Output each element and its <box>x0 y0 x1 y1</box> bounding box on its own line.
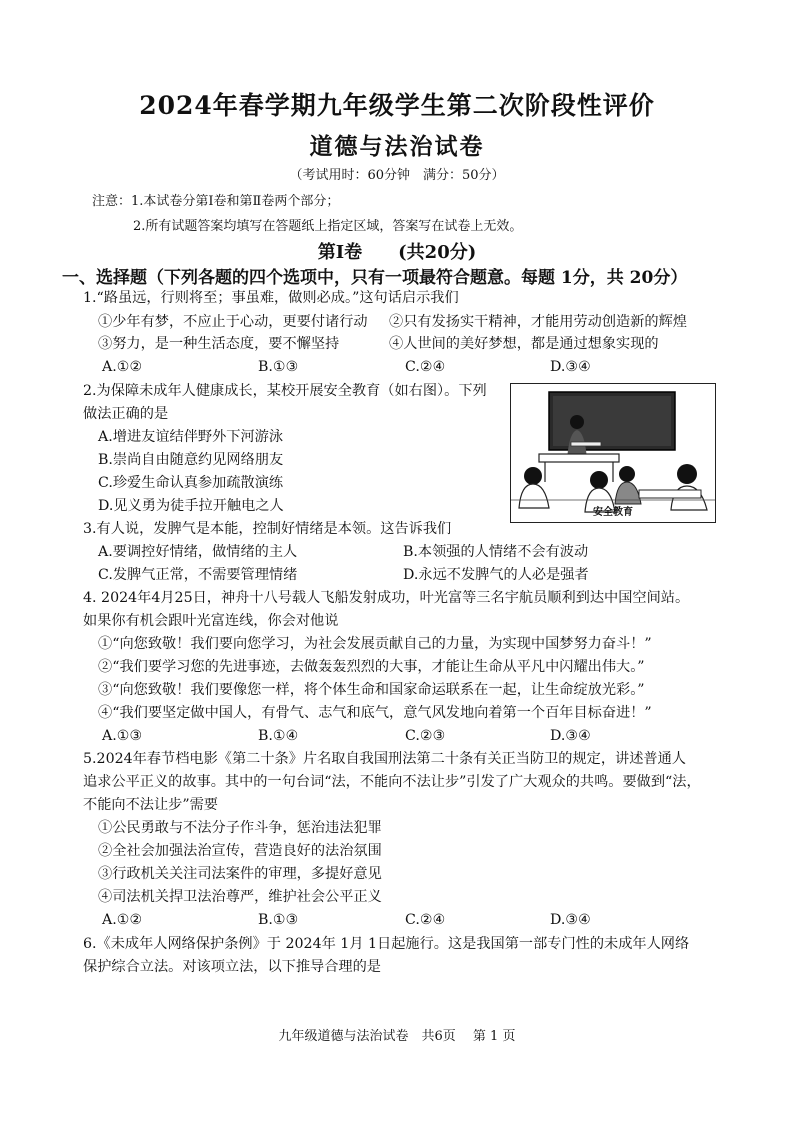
q5-option-c: C.②④ <box>405 912 446 928</box>
q5-statement-3: ③行政机关关注司法案件的审理，多提好意见 <box>98 866 382 882</box>
q1-option-b: B.①③ <box>258 359 299 375</box>
q3-stem: 3.有人说，发脾气是本能，控制好情绪是本领。这告诉我们 <box>83 521 452 537</box>
q4-statement-4: ④“我们要坚定做中国人，有骨气、志气和底气，意气风发地向着第一个百年目标奋进！” <box>98 705 652 721</box>
q6-stem-line-2: 保护综合立法。对该项立法，以下推导合理的是 <box>83 959 381 975</box>
q4-option-d: D.③④ <box>550 728 591 744</box>
section-title: 第Ⅰ卷 (共20分) <box>317 242 477 263</box>
question-type-heading: 一、选择题（下列各题的四个选项中，只有一项最符合题意。每题 1分，共 20分） <box>62 268 688 288</box>
q4-statement-1: ①“向您致敬！我们要向您学习，为社会发展贡献自己的力量，为实现中国梦努力奋斗！” <box>98 636 652 652</box>
q4-statement-3: ③“向您致敬！我们要像您一样，将个体生命和国家命运联系在一起，让生命绽放光彩。” <box>98 682 645 698</box>
q1-statement-3: ③努力，是一种生活态度，要不懈坚持 <box>98 336 340 352</box>
q4-statement-2: ②“我们要学习您的先进事迹，去做轰轰烈烈的大事，才能让生命从平凡中闪耀出伟大。” <box>98 659 645 675</box>
q1-statement-1: ①少年有梦，不应止于心动，更要付诸行动 <box>98 314 368 330</box>
exam-subtitle: 道德与法治试卷 <box>309 133 485 160</box>
safety-education-illustration <box>510 383 716 523</box>
exam-info: （考试用时：60分钟 满分：50分） <box>289 168 505 183</box>
q5-stem-line-3: 不能向不法让步”需要 <box>83 797 218 813</box>
q5-statement-1: ①公民勇敢与不法分子作斗争，惩治违法犯罪 <box>98 820 382 836</box>
q5-option-b: B.①③ <box>258 912 299 928</box>
q1-option-d: D.③④ <box>550 359 591 375</box>
q2-stem-line-1: 2.为保障未成年人健康成长，某校开展安全教育（如右图）。下列 <box>83 383 487 399</box>
q5-stem-line-1: 5.2024年春节档电影《第二十条》片名取自我国刑法第二十条有关正当防卫的规定，讲述普通人 <box>83 751 686 767</box>
q2-stem-line-2: 做法正确的是 <box>83 406 169 422</box>
notice-line-2: 2.所有试题答案均填写在答题纸上指定区域，答案写在试卷上无效。 <box>133 219 523 234</box>
q3-option-c: C.发脾气正常，不需要管理情绪 <box>98 567 298 583</box>
q1-stem: 1.“路虽远，行则将至；事虽难，做则必成。”这句话启示我们 <box>83 290 459 306</box>
q1-option-a: A.①② <box>102 359 143 375</box>
q4-stem-line-2: 如果你有机会跟叶光富连线，你会对他说 <box>83 613 339 629</box>
q2-option-b: B.崇尚自由随意约见网络朋友 <box>98 452 284 468</box>
exam-title: 2024年春学期九年级学生第二次阶段性评价 <box>139 91 655 120</box>
classroom-drawing <box>511 384 715 522</box>
q6-stem-line-1: 6.《未成年人网络保护条例》于 2024年 1月 1日起施行。这是我国第一部专门性的未成年人网络 <box>83 936 690 952</box>
q1-option-c: C.②④ <box>405 359 446 375</box>
illustration-caption: 安全教育 <box>593 507 633 518</box>
q5-option-d: D.③④ <box>550 912 591 928</box>
notice-line-1: 注意：1.本试卷分第Ⅰ卷和第Ⅱ卷两个部分； <box>92 194 340 209</box>
q4-option-c: C.②③ <box>405 728 446 744</box>
q5-stem-line-2: 追求公平正义的故事。其中的一句台词“法，不能向不法让步”引发了广大观众的共鸣。要做到“法， <box>83 774 701 790</box>
q3-option-a: A.要调控好情绪，做情绪的主人 <box>98 544 298 560</box>
q4-stem-line-1: 4. 2024年4月25日，神舟十八号载人飞船发射成功，叶光富等三名宇航员顺利到达中国空间站。 <box>83 590 690 606</box>
q5-option-a: A.①② <box>102 912 143 928</box>
q1-statement-4: ④人世间的美好梦想，都是通过想象实现的 <box>389 336 659 352</box>
q4-option-b: B.①④ <box>258 728 299 744</box>
q3-option-d: D.永远不发脾气的人必是强者 <box>403 567 589 583</box>
page-footer: 九年级道德与法治试卷 共6页 第 1 页 <box>278 1029 516 1044</box>
q1-statement-2: ②只有发扬实干精神，才能用劳动创造新的辉煌 <box>389 314 687 330</box>
q2-option-a: A.增进友谊结伴野外下河游泳 <box>98 429 284 445</box>
q2-option-d: D.见义勇为徒手拉开触电之人 <box>98 498 284 514</box>
q3-option-b: B.本领强的人情绪不会有波动 <box>403 544 589 560</box>
q2-option-c: C.珍爱生命认真参加疏散演练 <box>98 475 284 491</box>
q5-statement-2: ②全社会加强法治宣传，营造良好的法治氛围 <box>98 843 382 859</box>
q4-option-a: A.①③ <box>102 728 143 744</box>
q5-statement-4: ④司法机关捍卫法治尊严，维护社会公平正义 <box>98 889 382 905</box>
